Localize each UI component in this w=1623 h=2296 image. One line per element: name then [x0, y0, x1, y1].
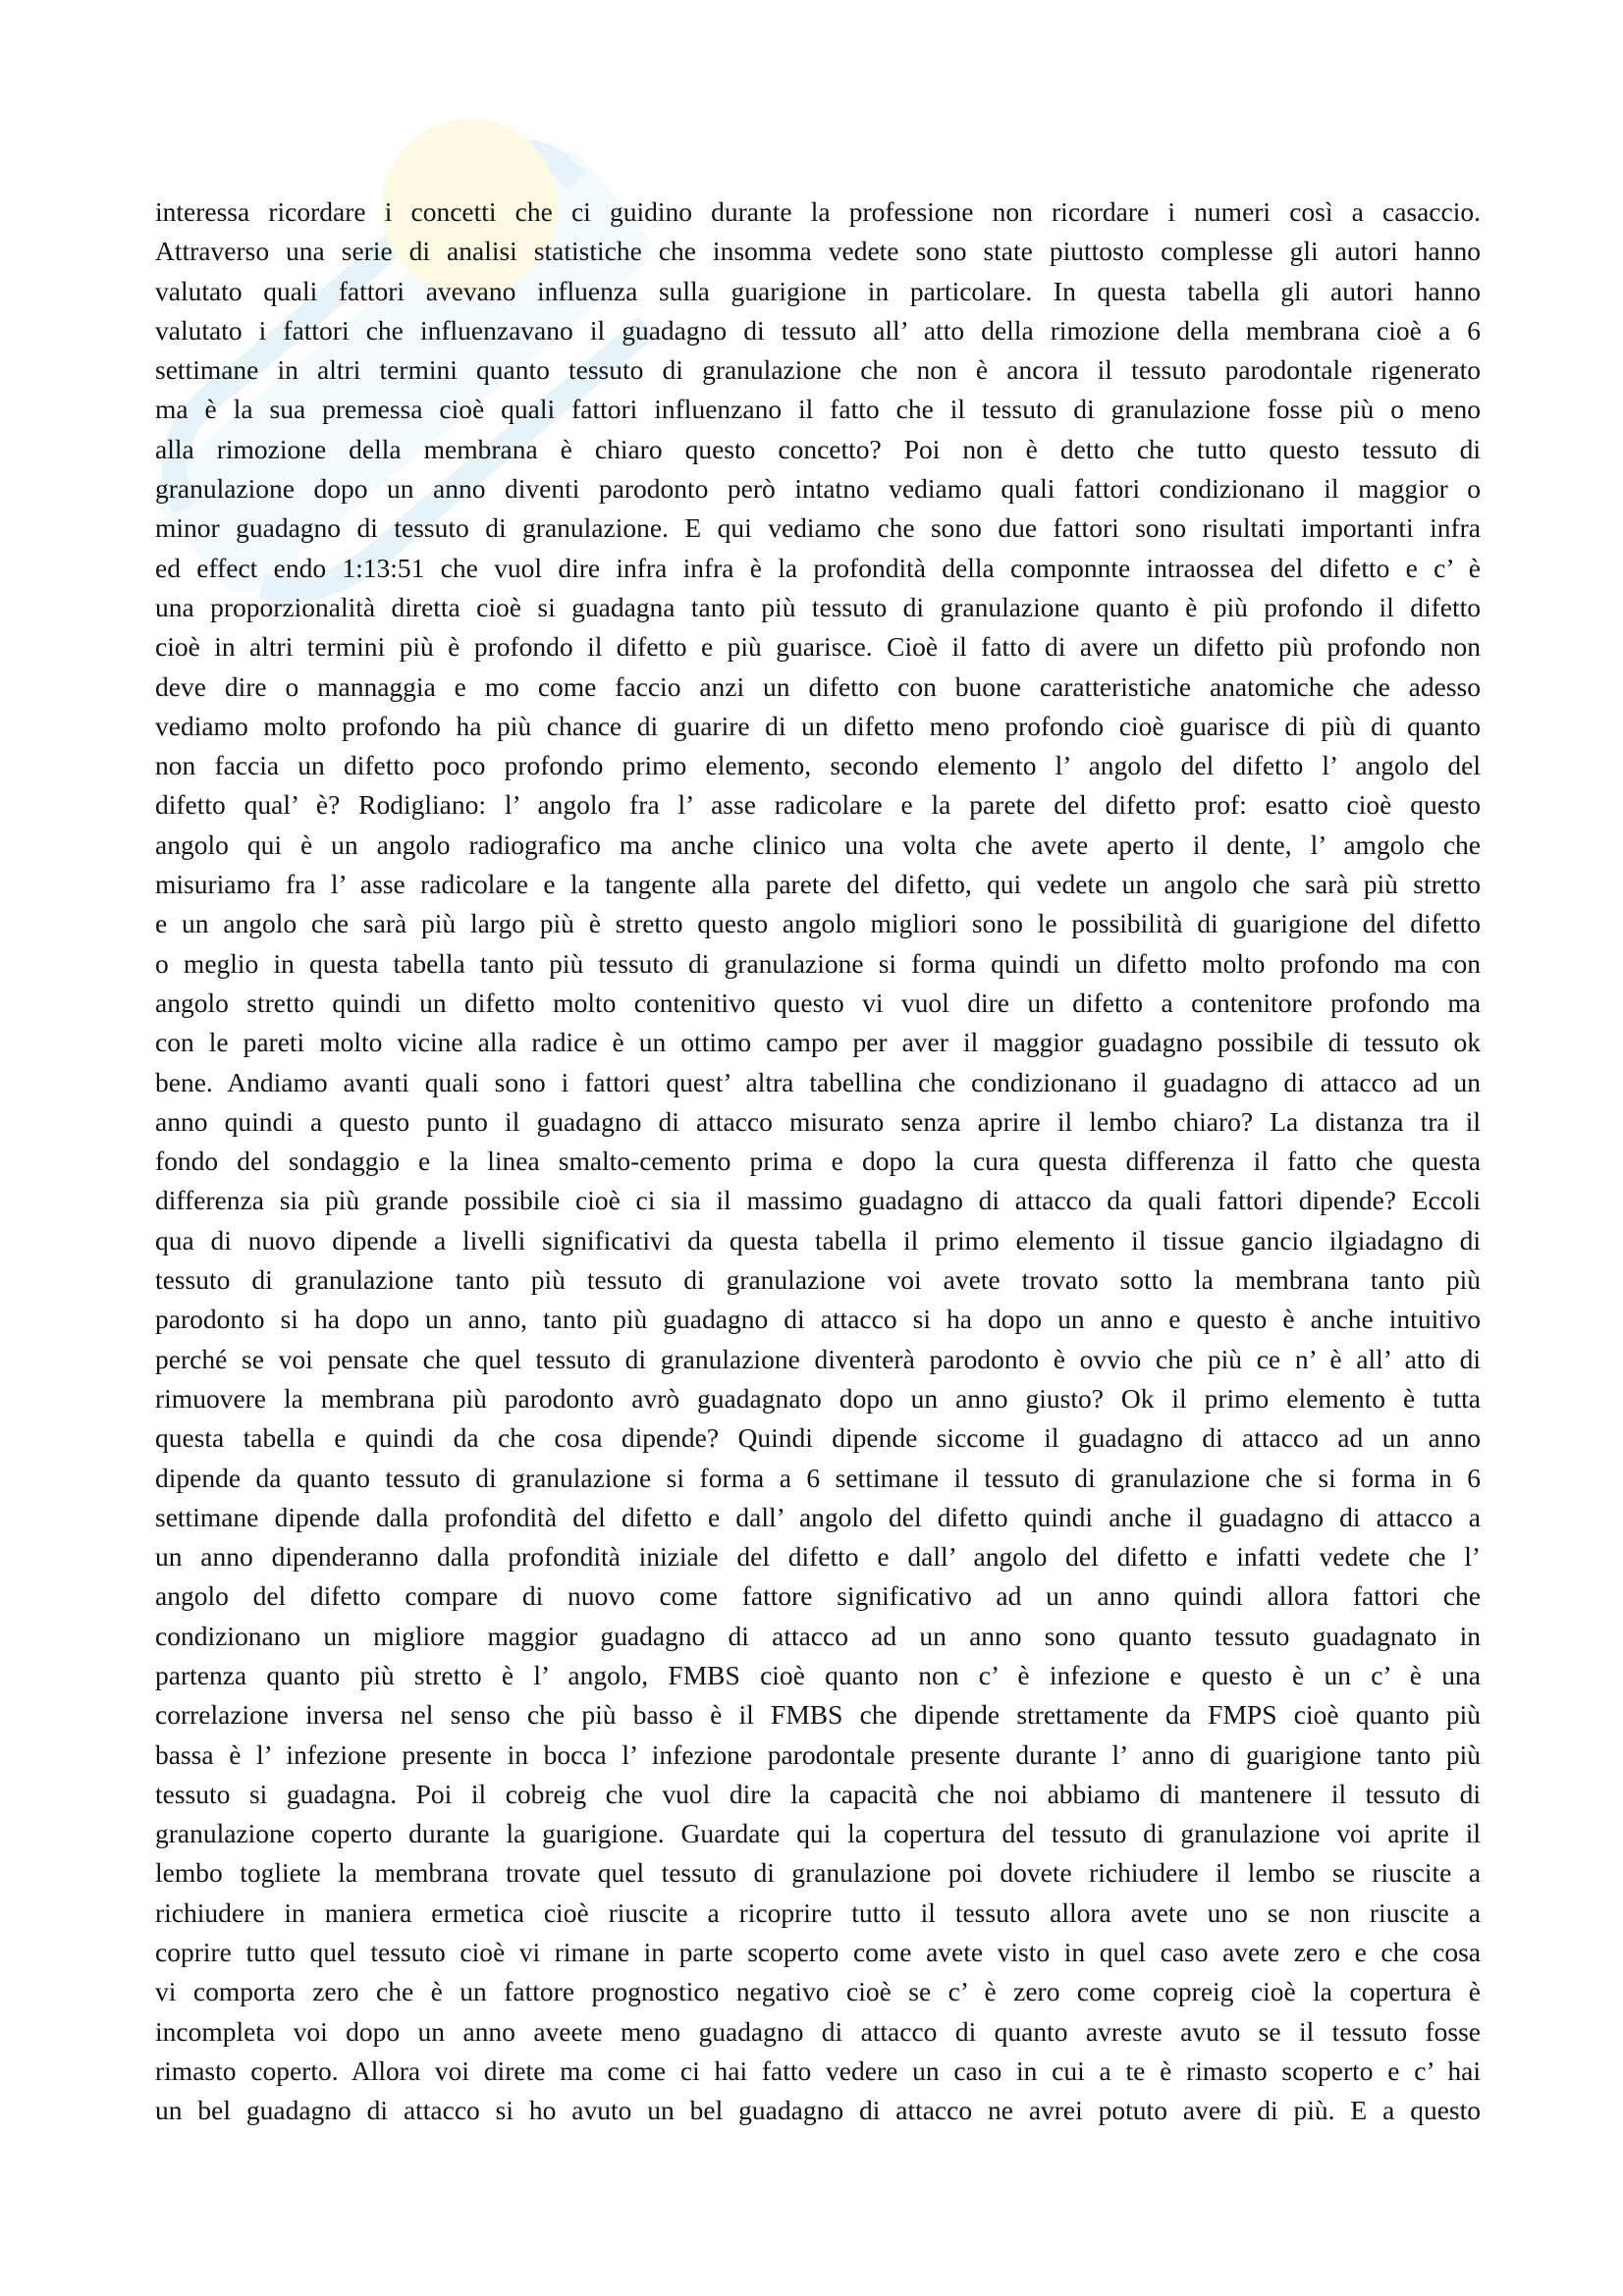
- text-line: questa tabella e quindi da che cosa dipende? Quindi dipende siccome il guadagno di attacco ad un anno: [155, 1422, 1481, 1454]
- text-line: valutato i fattori che influenzavano il guadagno di tessuto all’ atto della rimozione della membrana cioè a 6: [155, 314, 1481, 346]
- text-line: difetto qual’ è? Rodigliano: l’ angolo fra l’ asse radicolare e la parete del difetto prof: esatto cioè questo: [155, 789, 1481, 821]
- text-line: anno quindi a questo punto il guadagno di attacco misurato senza aprire il lembo chiaro? La distanza tra il: [155, 1105, 1481, 1137]
- text-line: settimane dipende dalla profondità del difetto e dall’ angolo del difetto quindi anche il guadagno di attacco a: [155, 1501, 1481, 1532]
- text-line: valutato quali fattori avevano influenza sulla guarigione in particolare. In questa tabella gli autori hanno: [155, 275, 1481, 306]
- document-body: [155, 192, 1481, 2170]
- text-line: o meglio in questa tabella tanto più tessuto di granulazione si forma quindi un difetto molto profondo ma con: [155, 947, 1481, 979]
- text-line: qua di nuovo dipende a livelli significativi da questa tabella il primo elemento il tissue gancio ilgiadagno di: [155, 1224, 1481, 1255]
- text-line: parodonto si ha dopo un anno, tanto più guadagno di attacco si ha dopo un anno e questo è anche intuitivo: [155, 1304, 1481, 1335]
- text-line: partenza quanto più stretto è l’ angolo, FMBS cioè quanto non c’ è infezione e questo è un c’ è una: [155, 1659, 1481, 1690]
- text-line: tessuto si guadagna. Poi il cobreig che vuol dire la capacità che noi abbiamo di mantenere il tessuto di: [155, 1778, 1481, 1809]
- text-line: bene. Andiamo avanti quali sono i fattori quest’ altra tabellina che condizionano il guadagno di attacco ad un: [155, 1066, 1481, 1097]
- text-line: rimuovere la membrana più parodonto avrò guadagnato dopo un anno giusto? Ok il primo elemento è tutta: [155, 1382, 1481, 1414]
- text-line: angolo stretto quindi un difetto molto contenitivo questo vi vuol dire un difetto a contenitore profondo ma: [155, 987, 1481, 1018]
- text-line: un anno dipenderanno dalla profondità iniziale del difetto e dall’ angolo del difetto e infatti vedete che l’: [155, 1541, 1481, 1573]
- text-line: interessa ricordare i concetti che ci guidino durante la professione non ricordare i numeri così a casaccio.: [155, 196, 1481, 227]
- text-line: ed effect endo 1:13:51 che vuol dire infra infra è la profondità della componnte intraossea del difetto e c’ è: [155, 552, 1481, 583]
- text-line: ma è la sua premessa cioè quali fattori influenzano il fatto che il tessuto di granulazione fosse più o meno: [155, 394, 1481, 425]
- text-line: coprire tutto quel tessuto cioè vi rimane in parte scoperto come avete visto in quel caso avete zero e che cosa: [155, 1937, 1481, 1968]
- text-line: fondo del sondaggio e la linea smalto-cemento prima e dopo la cura questa differenza il fatto che questa: [155, 1146, 1481, 1177]
- text-line: settimane in altri termini quanto tessuto di granulazione che non è ancora il tessuto parodontale rigenerato: [155, 354, 1481, 386]
- text-line: minor guadagno di tessuto di granulazione. E qui vediamo che sono due fattori sono risultati importanti infra: [155, 512, 1481, 544]
- text-line: Attraverso una serie di analisi statistiche che insomma vedete sono state piuttosto complesse gli autori hanno: [155, 236, 1481, 267]
- text-line: angolo qui è un angolo radiografico ma anche clinico una volta che avete aperto il dente, l’ amgolo che: [155, 828, 1481, 860]
- text-line: una proporzionalità diretta cioè si guadagna tanto più tessuto di granulazione quanto è più profondo il difetto: [155, 591, 1481, 622]
- text-line: perché se voi pensate che quel tessuto di granulazione diventerà parodonto è ovvio che più ce n’ è all’ atto di: [155, 1343, 1481, 1374]
- text-line: alla rimozione della membrana è chiaro questo concetto? Poi non è detto che tutto questo tessuto di: [155, 433, 1481, 464]
- text-line: granulazione coperto durante la guarigione. Guardate qui la copertura del tessuto di granulazione voi aprite il: [155, 1818, 1481, 1849]
- text-line: differenza sia più grande possibile cioè ci sia il massimo guadagno di attacco da quali fattori dipende? Eccoli: [155, 1185, 1481, 1216]
- text-line: correlazione inversa nel senso che più basso è il FMBS che dipende strettamente da FMPS cioè quanto più: [155, 1699, 1481, 1731]
- text-line: richiudere in maniera ermetica cioè riuscite a ricoprire tutto il tessuto allora avete uno se non riuscite a: [155, 1896, 1481, 1928]
- text-line: [155, 2131, 1481, 2170]
- text-line: deve dire o mannaggia e mo come faccio anzi un difetto con buone caratteristiche anatomiche che adesso: [155, 670, 1481, 702]
- text-line: rimasto coperto. Allora voi direte ma come ci hai fatto vedere un caso in cui a te è rimasto scoperto e c’ hai: [155, 2055, 1481, 2086]
- text-line: cioè in altri termini più è profondo il difetto e più guarisce. Cioè il fatto di avere un difetto più profondo non: [155, 631, 1481, 663]
- text-line: con le pareti molto vicine alla radice è un ottimo campo per aver il maggior guadagno possibile di tessuto ok: [155, 1027, 1481, 1058]
- text-line: angolo del difetto compare di nuovo come fattore significativo ad un anno quindi allora fattori che: [155, 1580, 1481, 1612]
- text-line: un bel guadagno di attacco si ho avuto un bel guadagno di attacco ne avrei potuto avere di più. E a questo: [155, 2095, 1481, 2126]
- text-line: vi comporta zero che è un fattore prognostico negativo cioè se c’ è zero come copreig cioè la copertura è: [155, 1976, 1481, 2007]
- text-line: lembo togliete la membrana trovate quel tessuto di granulazione poi dovete richiudere il lembo se riuscite a: [155, 1857, 1481, 1889]
- text-line: dipende da quanto tessuto di granulazione si forma a 6 settimane il tessuto di granulazione che si forma in 6: [155, 1462, 1481, 1493]
- text-line: vediamo molto profondo ha più chance di guarire di un difetto meno profondo cioè guarisce di più di quanto: [155, 710, 1481, 741]
- text-line: misuriamo fra l’ asse radicolare e la tangente alla parete del difetto, qui vedete un angolo che sarà più stretto: [155, 869, 1481, 900]
- text-line: bassa è l’ infezione presente in bocca l’ infezione parodontale presente durante l’ anno di guarigione tanto più: [155, 1738, 1481, 1770]
- text-line: e un angolo che sarà più largo più è stretto questo angolo migliori sono le possibilità di guarigione del difetto: [155, 908, 1481, 939]
- text-line: tessuto di granulazione tanto più tessuto di granulazione voi avete trovato sotto la membrana tanto più: [155, 1264, 1481, 1296]
- text-line: non faccia un difetto poco profondo primo elemento, secondo elemento l’ angolo del difetto l’ angolo del: [155, 750, 1481, 781]
- text-line: condizionano un migliore maggior guadagno di attacco ad un anno sono quanto tessuto guadagnato in: [155, 1620, 1481, 1651]
- text-line: incompleta voi dopo un anno aveete meno guadagno di attacco di quanto avreste avuto se il tessuto fosse: [155, 2015, 1481, 2047]
- text-line: granulazione dopo un anno diventi parodonto però intatno vediamo quali fattori condizionano il maggior o: [155, 473, 1481, 505]
